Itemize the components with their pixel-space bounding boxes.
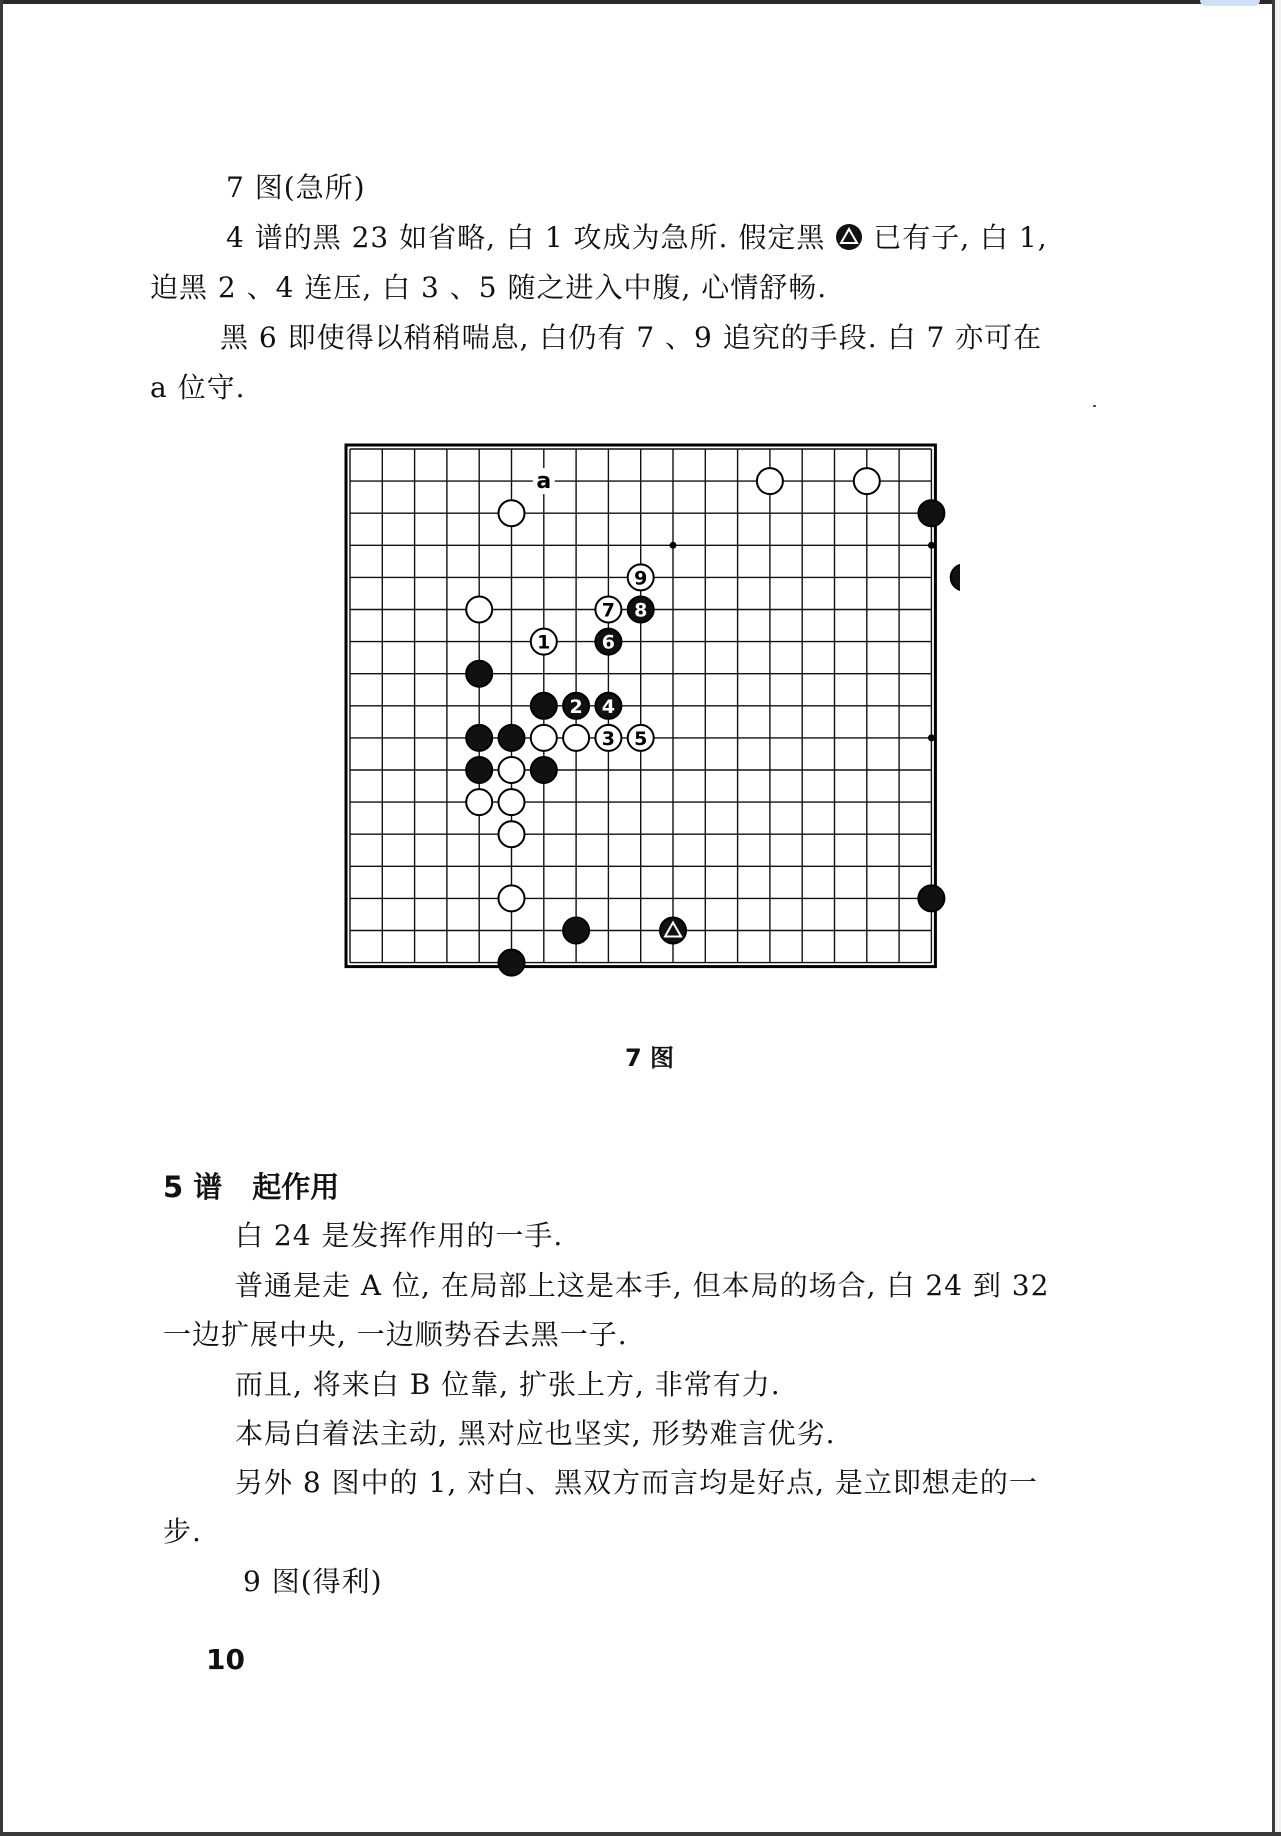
black-stone: [466, 725, 492, 751]
black-stone: [466, 661, 492, 687]
section-5-number: 5 谱: [163, 1170, 223, 1204]
star-point: [928, 734, 935, 741]
stray-dot: [1093, 405, 1096, 407]
paragraph-1-line-1-before: 4 谱的黑 23 如省略, 白 1 攻成为急所. 假定黑: [226, 221, 826, 254]
white-stone: [466, 789, 492, 815]
black-stone: [951, 564, 960, 590]
black-stone: [531, 693, 557, 719]
move-number-label: 3: [601, 727, 616, 750]
white-stone: [499, 885, 525, 911]
move-number-label: 2: [569, 695, 583, 718]
black-stone: [466, 757, 492, 783]
paragraph-2-line-1: 黑 6 即使得以稍稍喘息, 白仍有 7 、9 追究的手段. 白 7 亦可在: [220, 321, 1043, 354]
section-heading: 7 图(急所): [226, 171, 366, 204]
section-5-line-3: 一边扩展中央, 一边顺势吞去黑一子.: [163, 1318, 628, 1351]
section-5-line-6: 另外 8 图中的 1, 对白、黑双方而言均是好点, 是立即想走的一: [235, 1466, 1038, 1499]
section-5-line-4: 而且, 将来白 B 位靠, 扩张上方, 非常有力.: [235, 1368, 781, 1401]
diagram-caption: 7 图: [625, 1044, 675, 1072]
white-stone: [531, 725, 557, 751]
white-stone: [499, 757, 525, 783]
black-stone: [499, 725, 525, 751]
black-stone: [563, 918, 589, 944]
star-point: [670, 542, 677, 549]
page-border-bottom: [0, 1832, 1281, 1836]
paragraph-1-line-2: 迫黑 2 、4 连压, 白 3 、5 随之进入中腹, 心情舒畅.: [150, 271, 828, 304]
white-stone: [854, 468, 880, 494]
white-stone: [466, 597, 492, 623]
section-5-line-5: 本局白着法主动, 黑对应也坚实, 形势难言优劣.: [235, 1417, 836, 1450]
paragraph-1-line-1-after: 已有子, 白 1,: [873, 221, 1048, 254]
page-number: 10: [206, 1643, 245, 1676]
move-number-label: 6: [601, 631, 616, 654]
section-5-title: 起作用: [252, 1170, 340, 1204]
page-border-top: [0, 0, 1281, 4]
move-number-label: 7: [601, 599, 616, 622]
move-number-label: 1: [537, 631, 551, 654]
white-stone: [757, 468, 783, 494]
white-stone: [563, 725, 589, 751]
triangle-stone-icon: [835, 222, 863, 262]
white-stone: [499, 500, 525, 526]
white-stone: [499, 821, 525, 847]
white-stone: [499, 789, 525, 815]
move-number-label: 4: [601, 695, 616, 718]
page-margin-strip: [1275, 0, 1281, 1836]
scroll-indicator[interactable]: [1200, 0, 1260, 6]
black-stone: [531, 757, 557, 783]
point-label-a: a: [536, 469, 552, 495]
paragraph-1-line-1: [226, 218, 1048, 262]
section-5-line-1: 白 24 是发挥作用的一手.: [235, 1219, 564, 1252]
page-border-left: [0, 0, 3, 1836]
section-5-line-7: 步.: [163, 1515, 202, 1548]
section-5-heading: [163, 1167, 339, 1207]
move-number-label: 9: [634, 567, 648, 590]
section-5-line-8: 9 图(得利): [243, 1565, 383, 1598]
paragraph-2-line-2: a 位守.: [150, 371, 246, 404]
go-board-diagram: [340, 438, 960, 1040]
move-number-label: 8: [634, 599, 648, 622]
section-5-line-2: 普通是走 A 位, 在局部上这是本手, 但本局的场合, 白 24 到 32: [235, 1269, 1050, 1302]
star-point: [928, 542, 935, 549]
black-stone: [499, 950, 525, 976]
move-number-label: 5: [634, 727, 648, 750]
black-stone: [918, 500, 944, 526]
black-stone: [918, 885, 944, 911]
